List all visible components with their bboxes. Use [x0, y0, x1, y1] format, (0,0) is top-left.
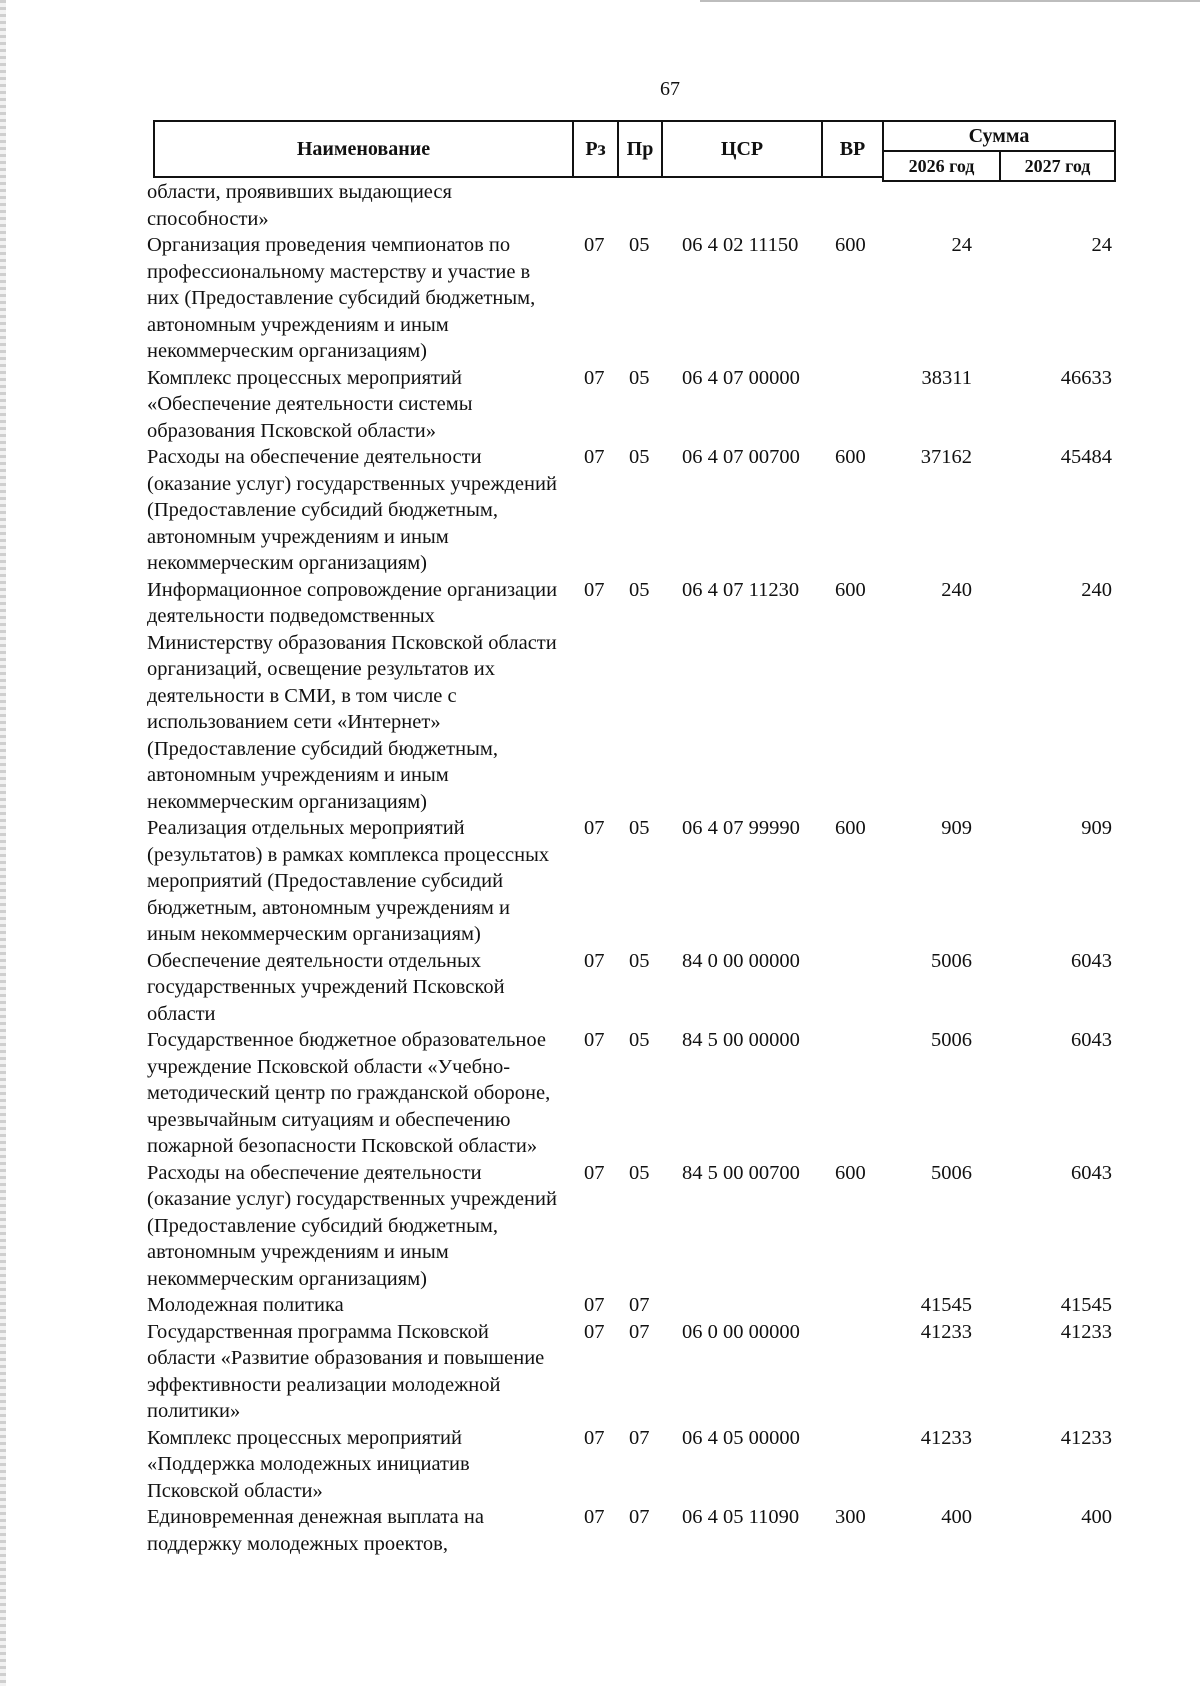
row-csr: 84 5 00 00000: [682, 1029, 800, 1051]
row-vr: 600: [835, 817, 866, 839]
row-csr: 06 4 02 11150: [682, 234, 799, 256]
table-body: [147, 179, 1117, 1557]
row-pr: 07: [629, 1294, 650, 1316]
table-row: [147, 444, 1117, 577]
row-name: Государственное бюджетное образовательное учреждение Псковской области «Учебно-методический центр по гражданской обороне, чрезвычайным ситуациям и обеспечению пожарной безопасности Псковской области»: [147, 1029, 551, 1157]
table-row: [147, 815, 1117, 948]
row-sum-2027: 24: [1091, 234, 1112, 256]
row-csr: 06 0 00 00000: [682, 1320, 800, 1343]
row-name: области, проявивших выдающиеся способности»: [147, 181, 452, 230]
row-rz: 07: [584, 1294, 605, 1316]
row-vr: 600: [835, 1161, 866, 1184]
row-pr: 05: [629, 1029, 650, 1051]
header-csr: ЦСР: [720, 137, 764, 160]
table-row: [147, 948, 1117, 1028]
table-row: [147, 1504, 1117, 1557]
table-row: [147, 577, 1117, 816]
table-header: [153, 120, 1116, 182]
table-row: [147, 1160, 1117, 1293]
row-sum-2027: 6043: [1071, 1029, 1112, 1051]
row-pr: 07: [629, 1426, 650, 1449]
row-sum-2027: 41233: [1060, 1320, 1112, 1343]
table-row: [147, 1319, 1117, 1425]
row-sum-2026: 41545: [920, 1294, 972, 1316]
scan-edge: [0, 0, 6, 1686]
row-rz: 07: [584, 1506, 605, 1528]
table-row: [147, 1027, 1117, 1160]
row-rz: 07: [584, 446, 605, 468]
row-sum-2027: 6043: [1071, 1161, 1112, 1184]
row-pr: 05: [629, 578, 650, 601]
row-vr: 600: [835, 446, 866, 468]
row-sum-2026: 909: [941, 817, 972, 839]
row-sum-2026: 400: [941, 1506, 972, 1528]
row-sum-2026: 41233: [920, 1426, 972, 1449]
table-row: [147, 365, 1117, 445]
row-name: Организация проведения чемпионатов по профессиональному мастерству и участие в них (Предоставление субсидий бюджетным, автономным учреждениям и иным некоммерческим организациям): [147, 234, 536, 362]
row-name: Реализация отдельных мероприятий (результатов) в рамках комплекса процессных мероприятий (Предоставление субсидий бюджетным, автономным учреждениям и иным некоммерческим организациям): [147, 817, 550, 945]
row-name: Информационное сопровождение организации деятельности подведомственных Министерству образования Псковской области организаций, освещение результатов их деятельности в СМИ, в том числе с использованием сети «Интернет» (Предоставление субсидий бюджетным, автономным учреждениям и иным некоммерческим организациям): [147, 578, 558, 813]
row-csr: 84 5 00 00700: [682, 1161, 800, 1184]
row-sum-2027: 240: [1081, 578, 1112, 601]
page-number: 67: [660, 78, 680, 100]
header-sum: Сумма: [968, 124, 1030, 147]
row-sum-2026: 5006: [931, 949, 972, 972]
table-row: [147, 232, 1117, 365]
row-rz: 07: [584, 1426, 605, 1449]
row-csr: 06 4 05 00000: [682, 1426, 800, 1449]
row-sum-2027: 45484: [1060, 446, 1112, 468]
row-sum-2026: 41233: [920, 1320, 972, 1343]
row-rz: 07: [584, 578, 605, 601]
row-csr: 06 4 07 11230: [682, 578, 800, 601]
row-pr: 05: [629, 234, 650, 256]
row-sum-2027: 6043: [1071, 949, 1112, 972]
row-sum-2027: 909: [1081, 817, 1112, 839]
row-sum-2027: 41233: [1060, 1426, 1112, 1449]
row-sum-2026: 240: [941, 578, 972, 601]
row-vr: 600: [835, 234, 866, 256]
row-rz: 07: [584, 234, 605, 256]
row-sum-2027: 400: [1081, 1506, 1112, 1528]
row-rz: 07: [584, 949, 605, 972]
row-rz: 07: [584, 1320, 605, 1343]
row-name: Расходы на обеспечение деятельности (оказание услуг) государственных учреждений (Предоставление субсидий бюджетным, автономным учреждениям и иным некоммерческим организациям): [147, 1161, 557, 1290]
row-csr: 06 4 05 11090: [682, 1506, 800, 1528]
row-csr: 06 4 07 99990: [682, 817, 800, 839]
row-sum-2026: 37162: [920, 446, 972, 468]
row-name: Обеспечение деятельности отдельных государственных учреждений Псковской области: [147, 949, 505, 1025]
header-pr: Пр: [626, 137, 654, 160]
row-vr: 300: [835, 1506, 866, 1528]
header-border-bottom-left: [153, 176, 883, 178]
table-row: [147, 179, 1117, 232]
row-pr: 05: [629, 446, 650, 468]
table-row: [147, 1425, 1117, 1505]
scan-top-rule: [700, 0, 1200, 2]
table-row: [147, 1292, 1117, 1319]
row-name: Единовременная денежная выплата на поддержку молодежных проектов,: [147, 1506, 484, 1555]
row-rz: 07: [584, 817, 605, 839]
row-pr: 07: [629, 1506, 650, 1528]
row-pr: 05: [629, 817, 650, 839]
row-pr: 07: [629, 1320, 650, 1343]
row-sum-2026: 5006: [931, 1161, 972, 1184]
row-rz: 07: [584, 366, 605, 389]
row-name: Комплекс процессных мероприятий «Поддержка молодежных инициатив Псковской области»: [147, 1426, 470, 1502]
header-year-2026: 2026 год: [908, 155, 975, 176]
row-sum-2026: 24: [951, 234, 972, 256]
row-name: Государственная программа Псковской области «Развитие образования и повышение эффективности реализации молодежной политики»: [147, 1320, 545, 1422]
row-name: Комплекс процессных мероприятий «Обеспечение деятельности системы образования Псковской области»: [147, 366, 473, 442]
row-pr: 05: [629, 949, 650, 972]
row-sum-2026: 5006: [931, 1029, 972, 1051]
header-vr: ВР: [839, 137, 866, 160]
row-vr: 600: [835, 578, 866, 601]
row-name: Расходы на обеспечение деятельности (оказание услуг) государственных учреждений (Предоставление субсидий бюджетным, автономным учреждениям и иным некоммерческим организациям): [147, 446, 557, 574]
row-pr: 05: [629, 366, 650, 389]
row-csr: 84 0 00 00000: [682, 949, 800, 972]
row-sum-2026: 38311: [921, 366, 972, 389]
row-csr: 06 4 07 00700: [682, 446, 800, 468]
header-year-2027: 2027 год: [1024, 155, 1091, 176]
row-pr: 05: [629, 1161, 650, 1184]
header-name: Наименование: [296, 137, 431, 160]
row-rz: 07: [584, 1029, 605, 1051]
row-name: Молодежная политика: [147, 1294, 344, 1316]
row-csr: 06 4 07 00000: [682, 366, 800, 389]
row-sum-2027: 46633: [1060, 366, 1112, 389]
row-sum-2027: 41545: [1060, 1294, 1112, 1316]
row-rz: 07: [584, 1161, 605, 1184]
header-rz: Рз: [585, 137, 606, 160]
